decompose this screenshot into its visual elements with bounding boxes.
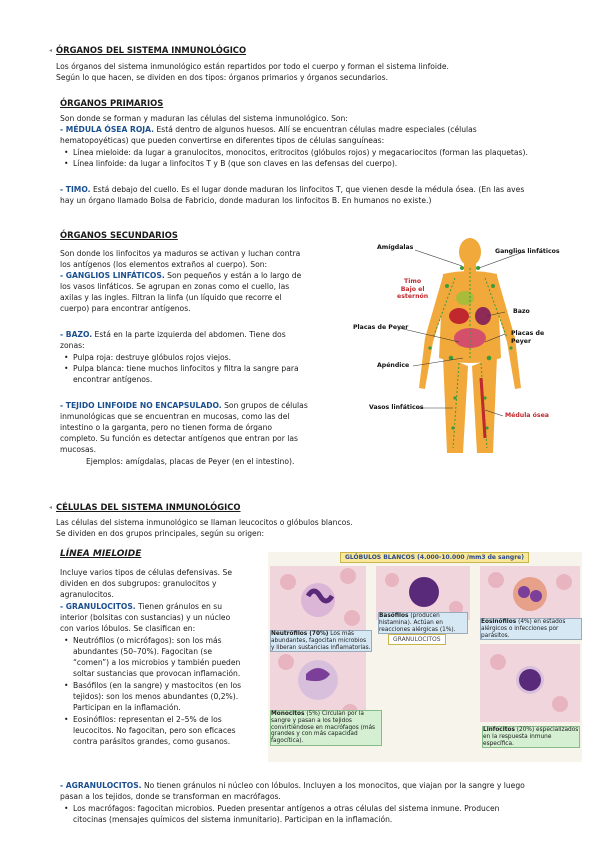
granulocitos-l3: con varios lóbulos. Se clasifican en: bbox=[60, 624, 196, 633]
bazo-line-2: zonas: bbox=[60, 341, 85, 350]
list-item-eosinofilos: • Eosinófilos: representan el 2–5% de los bbox=[73, 715, 222, 726]
label-vasos: Vasos linfáticos bbox=[369, 404, 424, 411]
caption-monocitos: Monocitos (5%) Circulan por la sangre y pasan a los tejidos convirtiéndose en macrófagos (más grandes y con más capacidad fagocítica). bbox=[270, 710, 382, 746]
mieloide-l3: agranulocitos. bbox=[60, 590, 114, 599]
white-blood-cells-panel bbox=[268, 552, 582, 762]
granulocitos-l2: interior (bolsitas con sustancias) y un núcleo bbox=[60, 613, 231, 622]
label-medula: Médula ósea bbox=[505, 412, 549, 419]
list-item-linfoide: • Línea linfoide: da lugar a linfocitos T y B (que son claves en las defensas del cuerpo). bbox=[73, 159, 397, 170]
sec-line-1: Son donde los linfocitos ya maduros se activan y luchan contra bbox=[60, 249, 301, 258]
sec-line-2: los antígenos (los elementos extraños al cuerpo). Son: bbox=[60, 260, 268, 269]
basofilos-l2: tejidos): son los menos abundantes (0,2%). bbox=[73, 692, 239, 701]
mieloide-l1: Incluye varios tipos de células defensivas. Se bbox=[60, 568, 232, 577]
label-granulocitos: GRANULOCITOS bbox=[388, 634, 446, 645]
panel-header: GLÓBULOS BLANCOS (4.000-10.000 /mm3 de sangre) bbox=[340, 552, 529, 563]
label-amigdalas: Amígdalas bbox=[377, 244, 414, 251]
label-placas-peyer-right: Placas de Peyer bbox=[511, 330, 545, 345]
macrofagos-l2: citocinas (mensajes químicos del sistema inmunitario). Participan en la inflamación. bbox=[73, 815, 393, 824]
heading-primarios: ÓRGANOS PRIMARIOS bbox=[60, 98, 164, 108]
heading-secundarios: ÓRGANOS SECUNDARIOS bbox=[60, 230, 178, 240]
label-placas-peyer-left: Placas de Peyer bbox=[353, 324, 409, 331]
tejido-line-3: intestino o la garganta, pero no tienen forma de órgano bbox=[60, 423, 273, 432]
neutrofilos-l2: abundantes (50–70%). Fagocitan (se bbox=[73, 647, 213, 656]
timo-line-2: hay un órgano llamado Bolsa de Fabricio, donde maduran los linfocitos B. En humanos no existe.) bbox=[60, 196, 432, 205]
list-item-basofilos: • Basófilos (en la sangre) y mastocitos (en los bbox=[73, 681, 241, 692]
neutrofilos-l4: soltar sustancias que provocan inflamación. bbox=[73, 669, 241, 678]
list-item-neutrofilos: • Neutrófilos (o micrófagos): son los más bbox=[73, 636, 222, 647]
celulas-line-2: Se dividen en dos grupos principales, según su origen: bbox=[56, 529, 265, 538]
ganglios-line-2: los vasos linfáticos. Se agrupan en zonas como el cuello, las bbox=[60, 282, 290, 291]
bazo-line-1: - BAZO. Está en la parte izquierda del abdomen. Tiene dos bbox=[60, 330, 286, 339]
intro-line-2: Según lo que hacen, se dividen en dos tipos: órganos primarios y órganos secundarios. bbox=[56, 73, 388, 82]
body-illustration bbox=[355, 238, 565, 460]
medula-line-1: - MÉDULA ÓSEA ROJA. Está dentro de algunos huesos. Allí se encuentran células madre especiales (células bbox=[60, 125, 477, 134]
label-timo: Timo Bajo el esternón bbox=[397, 278, 429, 300]
heading-linea-mieloide: LÍNEA MIELOIDE bbox=[60, 549, 142, 559]
bullet-marker: ◂ bbox=[49, 504, 53, 511]
list-item-pulpa-blanca: • Pulpa blanca: tiene muchos linfocitos y filtra la sangre para bbox=[73, 364, 299, 375]
granulocitos-l1: - GRANULOCITOS. Tienen gránulos en su bbox=[60, 602, 223, 611]
basofilos-l3: Participan en la inflamación. bbox=[73, 703, 181, 712]
medula-line-2: hematopoyéticas) que pueden convertirse en diferentes tipos de células sanguíneas: bbox=[60, 136, 385, 145]
list-item-mieloide: • Línea mieloide: da lugar a granulocitos, monocitos, eritrocitos (glóbulos rojos) y megacariocitos (forman las plaquetas). bbox=[73, 148, 528, 159]
tejido-line-4: completo. Su función es detectar antígenos que entran por las bbox=[60, 434, 298, 443]
pulpa-blanca-cont: encontrar antígenos. bbox=[73, 375, 153, 384]
caption-eosinofilos: Eosinófilos (4%) en estados alérgicos o infecciones por parásitos. bbox=[480, 618, 582, 640]
neutrofilos-l3: “comen”) a los microbios y también pueden bbox=[73, 658, 241, 667]
intro-line-1: Los órganos del sistema inmunológico están repartidos por todo el cuerpo y forman el sistema linfoide. bbox=[56, 62, 449, 71]
eosinofilos-l3: contra parásitos grandes, como gusanos. bbox=[73, 737, 231, 746]
tejido-line-1: - TEJIDO LINFOIDE NO ENCAPSULADO. Son grupos de células bbox=[60, 401, 308, 410]
ganglios-line-3: axilas y las ingles. Filtran la linfa (un líquido que recorre el bbox=[60, 293, 282, 302]
tejido-line-5: mucosas. bbox=[60, 445, 97, 454]
caption-neutrofilos: Neutrófilos (70%) Los más abundantes, fagocitan microbios y liberan sustancias inflamatorias. bbox=[271, 631, 371, 651]
celulas-line-1: Las células del sistema inmunológico se llaman leucocitos o glóbulos blancos. bbox=[56, 518, 353, 527]
bullet-marker: ◂ bbox=[49, 47, 53, 54]
ganglios-line-1: - GANGLIOS LINFÁTICOS. Son pequeños y están a lo largo de bbox=[60, 271, 302, 280]
label-ganglios: Ganglios linfáticos bbox=[495, 248, 560, 255]
caption-basofilos: Basófilos (producen histamina). Actúan en reacciones alérgicas (1%). bbox=[378, 612, 468, 634]
eosinofilos-l2: leucocitos. No fagocitan, pero son eficaces bbox=[73, 726, 236, 735]
timo-line-1: - TIMO. Está debajo del cuello. Es el lugar donde maduran los linfocitos T, que vienen desde la médula ósea. (En las aves bbox=[60, 185, 525, 194]
lymphatic-body-figure bbox=[355, 238, 565, 460]
tejido-line-2: inmunológicas que se encuentran en mucosas, como las del bbox=[60, 412, 290, 421]
primarios-intro: Son donde se forman y maduran las células del sistema inmunológico. Son: bbox=[60, 114, 348, 123]
section-title-organos: ÓRGANOS DEL SISTEMA INMUNOLÓGICO bbox=[56, 45, 247, 55]
ganglios-line-4: cuerpo) para encontrar antígenos. bbox=[60, 304, 191, 313]
label-bazo: Bazo bbox=[513, 308, 530, 315]
label-apendice: Apéndice bbox=[377, 362, 410, 369]
list-item-macrofagos: • Los macrófagos: fagocitan microbios. Pueden presentar antígenos a otras células del sistema inmune. Producen bbox=[73, 804, 500, 815]
agranulocitos-l2: pasan a los tejidos, donde se transforman en macrófagos. bbox=[60, 792, 281, 801]
caption-linfocitos: Linfocitos (20%) especializados en la respuesta inmune específica. bbox=[483, 727, 579, 747]
mieloide-l2: dividen en dos subgrupos: granulocitos y bbox=[60, 579, 217, 588]
heading-celulas: CÉLULAS DEL SISTEMA INMUNOLÓGICO bbox=[56, 502, 241, 512]
agranulocitos-l1: - AGRANULOCITOS. No tienen gránulos ni núcleo con lóbulos. Incluyen a los monocitos, que viajan por la sangre y luego bbox=[60, 781, 525, 790]
tejido-ejemplos: Ejemplos: amígdalas, placas de Peyer (en el intestino). bbox=[86, 457, 295, 466]
list-item-pulpa-roja: • Pulpa roja: destruye glóbulos rojos viejos. bbox=[73, 353, 231, 364]
